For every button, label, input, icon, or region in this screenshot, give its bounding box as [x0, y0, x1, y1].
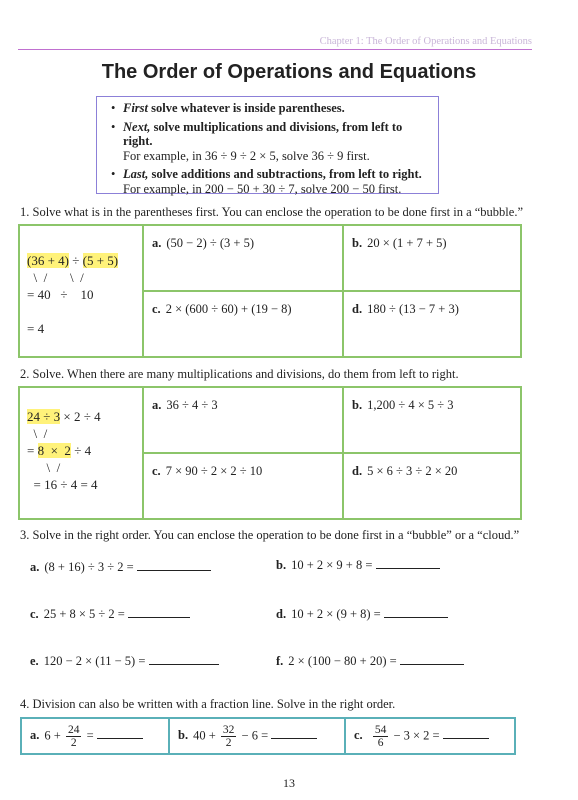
q1-problem-d: d. 180 ÷ (13 − 7 + 3) — [343, 291, 521, 357]
header-divider — [18, 49, 532, 50]
q4-fraction-a: $\frac{24}{2}$ — [67, 723, 80, 749]
rule-next: • Next, solve multiplications and divisions, from left to right. For example, in 36 ÷ 9 ÷ 2 × 5, solve 36 ÷ 9 first. — [113, 120, 430, 164]
q3-problem-e: e. 120 − 2 × (11 − 5) = — [30, 652, 219, 669]
q1-grid — [18, 224, 522, 358]
q4-prompt: 4. Division can also be written with a fraction line. Solve in the right order. — [20, 697, 396, 711]
q3-problem-b: b. 10 + 2 × 9 + 8 = — [276, 556, 440, 573]
q4-fraction-c: $\frac{54}{6}$ — [374, 723, 387, 749]
q3-answer-f[interactable] — [400, 652, 464, 665]
q4-problem-b: b. 40 + $\frac{32}{2}$ − 6 = — [170, 719, 346, 753]
rule-last: • Last, solve additions and subtractions, from left to right. For example, in 200 − 50 + 30 ÷ 7, solve 200 − 50 first. — [113, 167, 430, 196]
q2-grid — [18, 386, 522, 520]
rules-box — [96, 96, 439, 194]
q3-problem-d: d. 10 + 2 × (9 + 8) = — [276, 605, 448, 622]
page-number: 13 — [283, 776, 295, 790]
page-title: The Order of Operations and Equations — [101, 61, 477, 83]
q2-problem-d: d. 5 × 6 ÷ 3 ÷ 2 × 20 — [343, 453, 521, 519]
chapter-header: Chapter 1: The Order of Operations and Equations — [319, 36, 532, 47]
q2-example-cell — [19, 387, 143, 519]
rule-last-example: For example, in 200 − 50 + 30 ÷ 7, solve 200 − 50 first. — [123, 181, 402, 196]
q3-prompt: 3. Solve in the right order. You can enclose the operation to be done first in a “bubble” or a “cloud.” — [20, 528, 520, 542]
q2-problem-a: a. 36 ÷ 4 ÷ 3 — [143, 387, 343, 453]
q4-grid — [20, 717, 516, 755]
q2-bubble-1: 24 ÷ 3 — [27, 409, 61, 424]
q2-prompt: 2. Solve. When there are many multiplications and divisions, do them from left to right. — [20, 367, 459, 381]
q1-problem-a: a. (50 − 2) ÷ (3 + 5) — [143, 225, 343, 291]
q4-answer-b[interactable] — [271, 726, 317, 739]
rule-next-example: For example, in 36 ÷ 9 ÷ 2 × 5, solve 36 ÷ 9 first. — [123, 148, 370, 163]
q4-problem-c: c. $\frac{54}{6}$ − 3 × 2 = — [346, 719, 514, 753]
q2-problem-b: b. 1,200 ÷ 4 × 5 ÷ 3 — [343, 387, 521, 453]
q1-example-cell — [19, 225, 143, 357]
q1-problem-b: b. 20 × (1 + 7 + 5) — [343, 225, 521, 291]
q3-answer-e[interactable] — [149, 652, 219, 665]
q3-problem-a: a. (8 + 16) ÷ 3 ÷ 2 = — [30, 558, 211, 575]
q3-problem-c: c. 25 + 8 × 5 ÷ 2 = — [30, 605, 190, 622]
q3-answer-a[interactable] — [137, 558, 211, 571]
q1-prompt: 1. Solve what is in the parentheses first. You can enclose the operation to be done first in a “bubble.” — [20, 205, 524, 219]
rule-first: • First solve whatever is inside parentheses. — [113, 101, 430, 116]
q1-example: (36 + 4) ÷ (5 + 5) \ / \ / = 40 ÷ 10 = 4 — [27, 253, 119, 336]
q3-problem-f: f. 2 × (100 − 80 + 20) = — [276, 652, 464, 669]
q3-answer-c[interactable] — [128, 605, 190, 618]
q2-problem-c: c. 7 × 90 ÷ 2 × 2 ÷ 10 — [143, 453, 343, 519]
q3-answer-b[interactable] — [376, 556, 440, 569]
q4-answer-a[interactable] — [97, 726, 143, 739]
q4-fraction-b: $\frac{32}{2}$ — [222, 723, 235, 749]
q4-answer-c[interactable] — [443, 726, 489, 739]
q2-bubble-2: 8 × 2 — [37, 443, 71, 458]
q2-example: 24 ÷ 3 × 2 ÷ 4 \ / = 8 × 2 ÷ 4 \ / = 16 ÷ 4 = 4 — [27, 409, 101, 492]
q4-problem-a: a. 6 + $\frac{24}{2}$ = — [22, 719, 170, 753]
q1-bubble-2: (5 + 5) — [82, 253, 119, 268]
q1-problem-c: c. 2 × (600 ÷ 60) + (19 − 8) — [143, 291, 343, 357]
q1-bubble-1: (36 + 4) — [27, 253, 69, 268]
q3-answer-d[interactable] — [384, 605, 448, 618]
